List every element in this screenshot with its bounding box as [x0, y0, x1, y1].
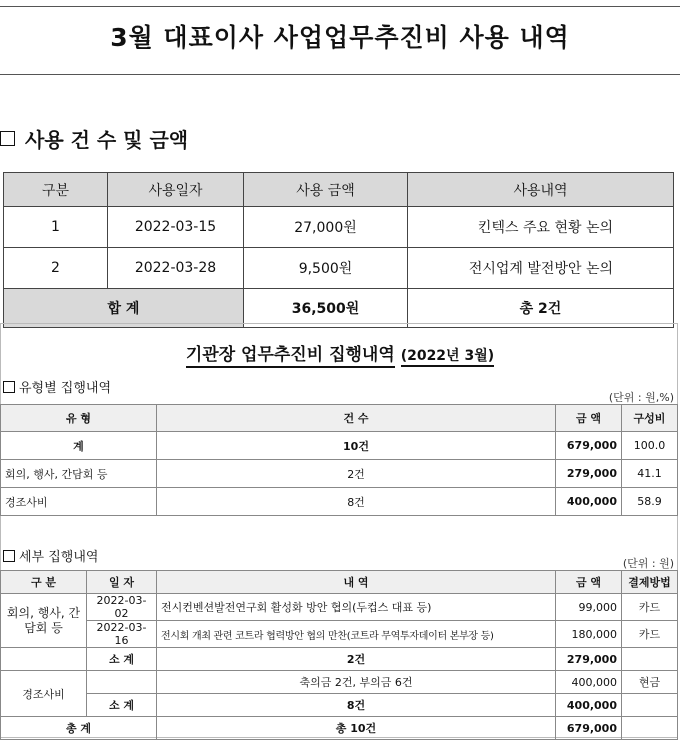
payment-cell: 카드	[622, 594, 678, 621]
total-count: 총 2건	[408, 289, 674, 328]
count-cell: 10건	[157, 432, 556, 460]
date-cell: 2022-03-16	[87, 621, 157, 648]
by-type-heading-text: 유형별 집행내역	[19, 381, 112, 396]
checkbox-square-icon	[0, 131, 15, 146]
table-row	[1, 594, 678, 621]
usage-description: 킨텍스 주요 현황 논의	[408, 207, 674, 248]
count-cell: 2건	[157, 460, 556, 488]
column-header: 구 분	[1, 571, 87, 594]
section-heading	[0, 124, 188, 153]
column-header: 내 역	[157, 571, 556, 594]
column-header: 금 액	[556, 405, 622, 432]
subtotal-amount: 279,000	[556, 648, 622, 671]
total-label: 합 계	[4, 289, 244, 328]
report-title	[0, 340, 680, 365]
count-cell: 8건	[157, 488, 556, 516]
detail-heading-text: 세부 집행내역	[19, 550, 99, 565]
table-row	[4, 248, 674, 289]
subtotal-row	[1, 694, 678, 717]
checkbox-square-icon	[3, 381, 15, 393]
unit-label: (단위 : 원,%)	[608, 391, 674, 404]
usage-description: 전시업계 발전방안 논의	[408, 248, 674, 289]
amount-cell: 99,000	[556, 594, 622, 621]
description-cell: 축의금 2건, 부의금 6건	[157, 671, 556, 694]
amount-cell: 279,000	[556, 460, 622, 488]
usage-amount: 9,500원	[244, 248, 408, 289]
empty-cell	[1, 648, 87, 671]
table-row	[1, 671, 678, 694]
document-title: 3월 대표이사 사업업무추진비 사용 내역	[110, 23, 570, 52]
empty-cell	[622, 694, 678, 717]
table-header-row	[4, 173, 674, 207]
subtotal-label: 소 계	[87, 648, 157, 671]
empty-cell	[87, 671, 157, 694]
amount-cell: 400,000	[556, 671, 622, 694]
table-row	[1, 621, 678, 648]
column-header: 일 자	[87, 571, 157, 594]
ratio-cell: 41.1	[622, 460, 678, 488]
usage-date: 2022-03-28	[108, 248, 244, 289]
total-count: 총 10건	[157, 717, 556, 740]
table-row	[1, 488, 678, 516]
column-header: 유 형	[1, 405, 157, 432]
description-cell: 전시회 개최 관련 코트라 협력방안 협의 만찬(코트라 무역투자데이터 본부장 등)	[157, 621, 556, 648]
amount-cell: 400,000	[556, 488, 622, 516]
row-number: 2	[4, 248, 108, 289]
subtotal-label: 소 계	[87, 694, 157, 717]
subtotal-count: 2건	[157, 648, 556, 671]
usage-amount: 27,000원	[244, 207, 408, 248]
top-rule	[0, 6, 680, 7]
total-amount: 36,500원	[244, 289, 408, 328]
category-cell: 회의, 행사, 간담회 등	[1, 594, 87, 648]
category-cell: 경조사비	[1, 671, 87, 717]
date-cell: 2022-03-02	[87, 594, 157, 621]
column-header: 사용일자	[108, 173, 244, 207]
type-cell: 경조사비	[1, 488, 157, 516]
empty-cell	[622, 717, 678, 740]
total-row	[1, 717, 678, 740]
unit-label: (단위 : 원)	[622, 557, 674, 570]
column-header: 건 수	[157, 405, 556, 432]
column-header: 구성비	[622, 405, 678, 432]
table-row	[4, 207, 674, 248]
column-header: 금 액	[556, 571, 622, 594]
section-heading-text: 사용 건 수 및 금액	[25, 128, 189, 152]
table-row	[1, 460, 678, 488]
subtotal-amount: 400,000	[556, 694, 622, 717]
report-period: (2022년 3월)	[401, 348, 494, 367]
payment-cell: 카드	[622, 621, 678, 648]
ratio-cell: 58.9	[622, 488, 678, 516]
detail-table	[0, 570, 678, 740]
usage-date: 2022-03-15	[108, 207, 244, 248]
empty-cell	[622, 648, 678, 671]
table-row	[1, 432, 678, 460]
total-row	[4, 289, 674, 328]
report-title-text: 기관장 업무추진비 집행내역	[186, 345, 395, 368]
table-header-row	[1, 405, 678, 432]
checkbox-square-icon	[3, 550, 15, 562]
column-header: 사용내역	[408, 173, 674, 207]
table-header-row	[1, 571, 678, 594]
by-type-table	[0, 404, 678, 516]
payment-cell: 현금	[622, 671, 678, 694]
usage-summary-table	[3, 172, 674, 328]
subtotal-count: 8건	[157, 694, 556, 717]
detail-heading	[3, 546, 98, 565]
amount-cell: 180,000	[556, 621, 622, 648]
description-cell: 전시컨벤션발전연구회 활성화 방안 협의(두컵스 대표 등)	[157, 594, 556, 621]
column-header: 구분	[4, 173, 108, 207]
column-header: 사용 금액	[244, 173, 408, 207]
type-cell: 계	[1, 432, 157, 460]
column-header: 결제방법	[622, 571, 678, 594]
amount-cell: 679,000	[556, 432, 622, 460]
total-label: 총 계	[1, 717, 157, 740]
type-cell: 회의, 행사, 간담회 등	[1, 460, 157, 488]
row-number: 1	[4, 207, 108, 248]
total-amount: 679,000	[556, 717, 622, 740]
ratio-cell: 100.0	[622, 432, 678, 460]
title-rule	[0, 74, 680, 75]
subtotal-row	[1, 648, 678, 671]
by-type-heading	[3, 377, 111, 396]
